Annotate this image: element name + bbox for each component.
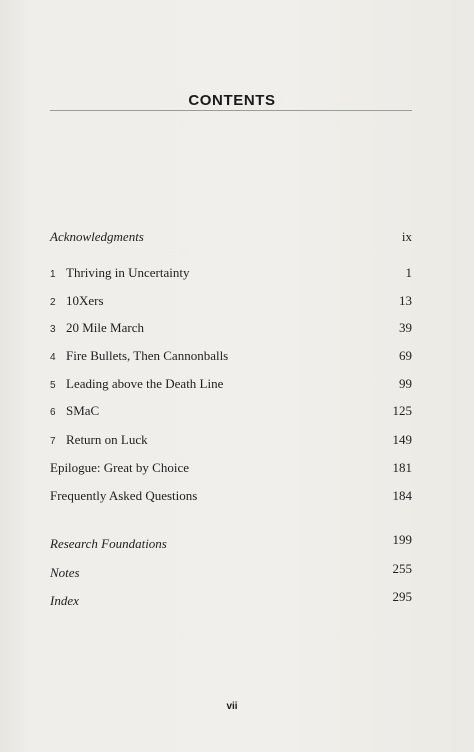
toc-entry-faq <box>50 485 412 507</box>
chapter-number: 3 <box>50 324 56 335</box>
toc-entry-page: 1 <box>405 265 412 280</box>
chapter-number: 6 <box>50 407 56 418</box>
toc-entry-title: Thriving in Uncertainty <box>66 265 190 280</box>
toc-entry-page: 39 <box>399 320 412 335</box>
toc-entry-title: Frequently Asked Questions <box>50 488 198 503</box>
toc-entry-page: ix <box>401 229 412 244</box>
toc-entry-title: Fire Bullets, Then Cannonballs <box>66 348 229 363</box>
chapter-number: 4 <box>50 352 56 363</box>
toc-entry-research-foundations <box>50 533 412 555</box>
toc-entry-epilogue <box>50 457 412 479</box>
toc-entry-title: 10Xers <box>66 293 104 308</box>
toc-entry-chapter-4 <box>50 345 412 367</box>
toc-entry-title: Notes <box>50 565 80 580</box>
chapter-number: 2 <box>50 297 56 308</box>
toc-entry-page: 255 <box>392 561 412 576</box>
toc-entry-title: SMaC <box>66 403 100 418</box>
toc-entry-chapter-2 <box>50 290 412 312</box>
toc-entry-page: 125 <box>392 403 412 418</box>
toc-entry-title: Research Foundations <box>50 536 167 551</box>
toc-entry-chapter-6 <box>50 400 412 422</box>
toc-entry-page: 99 <box>399 376 412 391</box>
toc-entry-chapter-5 <box>50 373 412 395</box>
toc-entry-title: Leading above the Death Line <box>66 376 224 391</box>
page-title: CONTENTS <box>0 92 464 109</box>
toc-entry-title: Epilogue: Great by Choice <box>50 460 189 475</box>
toc-entry-title: Acknowledgments <box>50 229 144 244</box>
toc-entry-page: 295 <box>392 589 412 604</box>
page-number: vii <box>226 701 238 712</box>
toc-entry-chapter-3 <box>50 317 412 339</box>
toc-entry-title: Return on Luck <box>66 432 148 447</box>
toc-entry-title: 20 Mile March <box>66 320 144 335</box>
toc-entry-acknowledgments <box>50 226 412 248</box>
toc-entry-page: 149 <box>392 432 412 447</box>
toc-entry-page: 199 <box>392 532 412 547</box>
header-rule <box>50 110 412 111</box>
chapter-number: 1 <box>50 269 56 280</box>
toc-entry-page: 184 <box>392 488 412 503</box>
toc-entry-notes <box>50 562 412 584</box>
toc-entry-chapter-1 <box>50 262 412 284</box>
toc-entry-title: Index <box>50 593 79 608</box>
toc-entry-index <box>50 590 412 612</box>
toc-entry-page: 181 <box>392 460 412 475</box>
toc-entry-chapter-7 <box>50 429 412 451</box>
toc-entry-page: 69 <box>399 348 412 363</box>
chapter-number: 7 <box>50 436 56 447</box>
chapter-number: 5 <box>50 380 56 391</box>
toc-entry-page: 13 <box>399 293 412 308</box>
